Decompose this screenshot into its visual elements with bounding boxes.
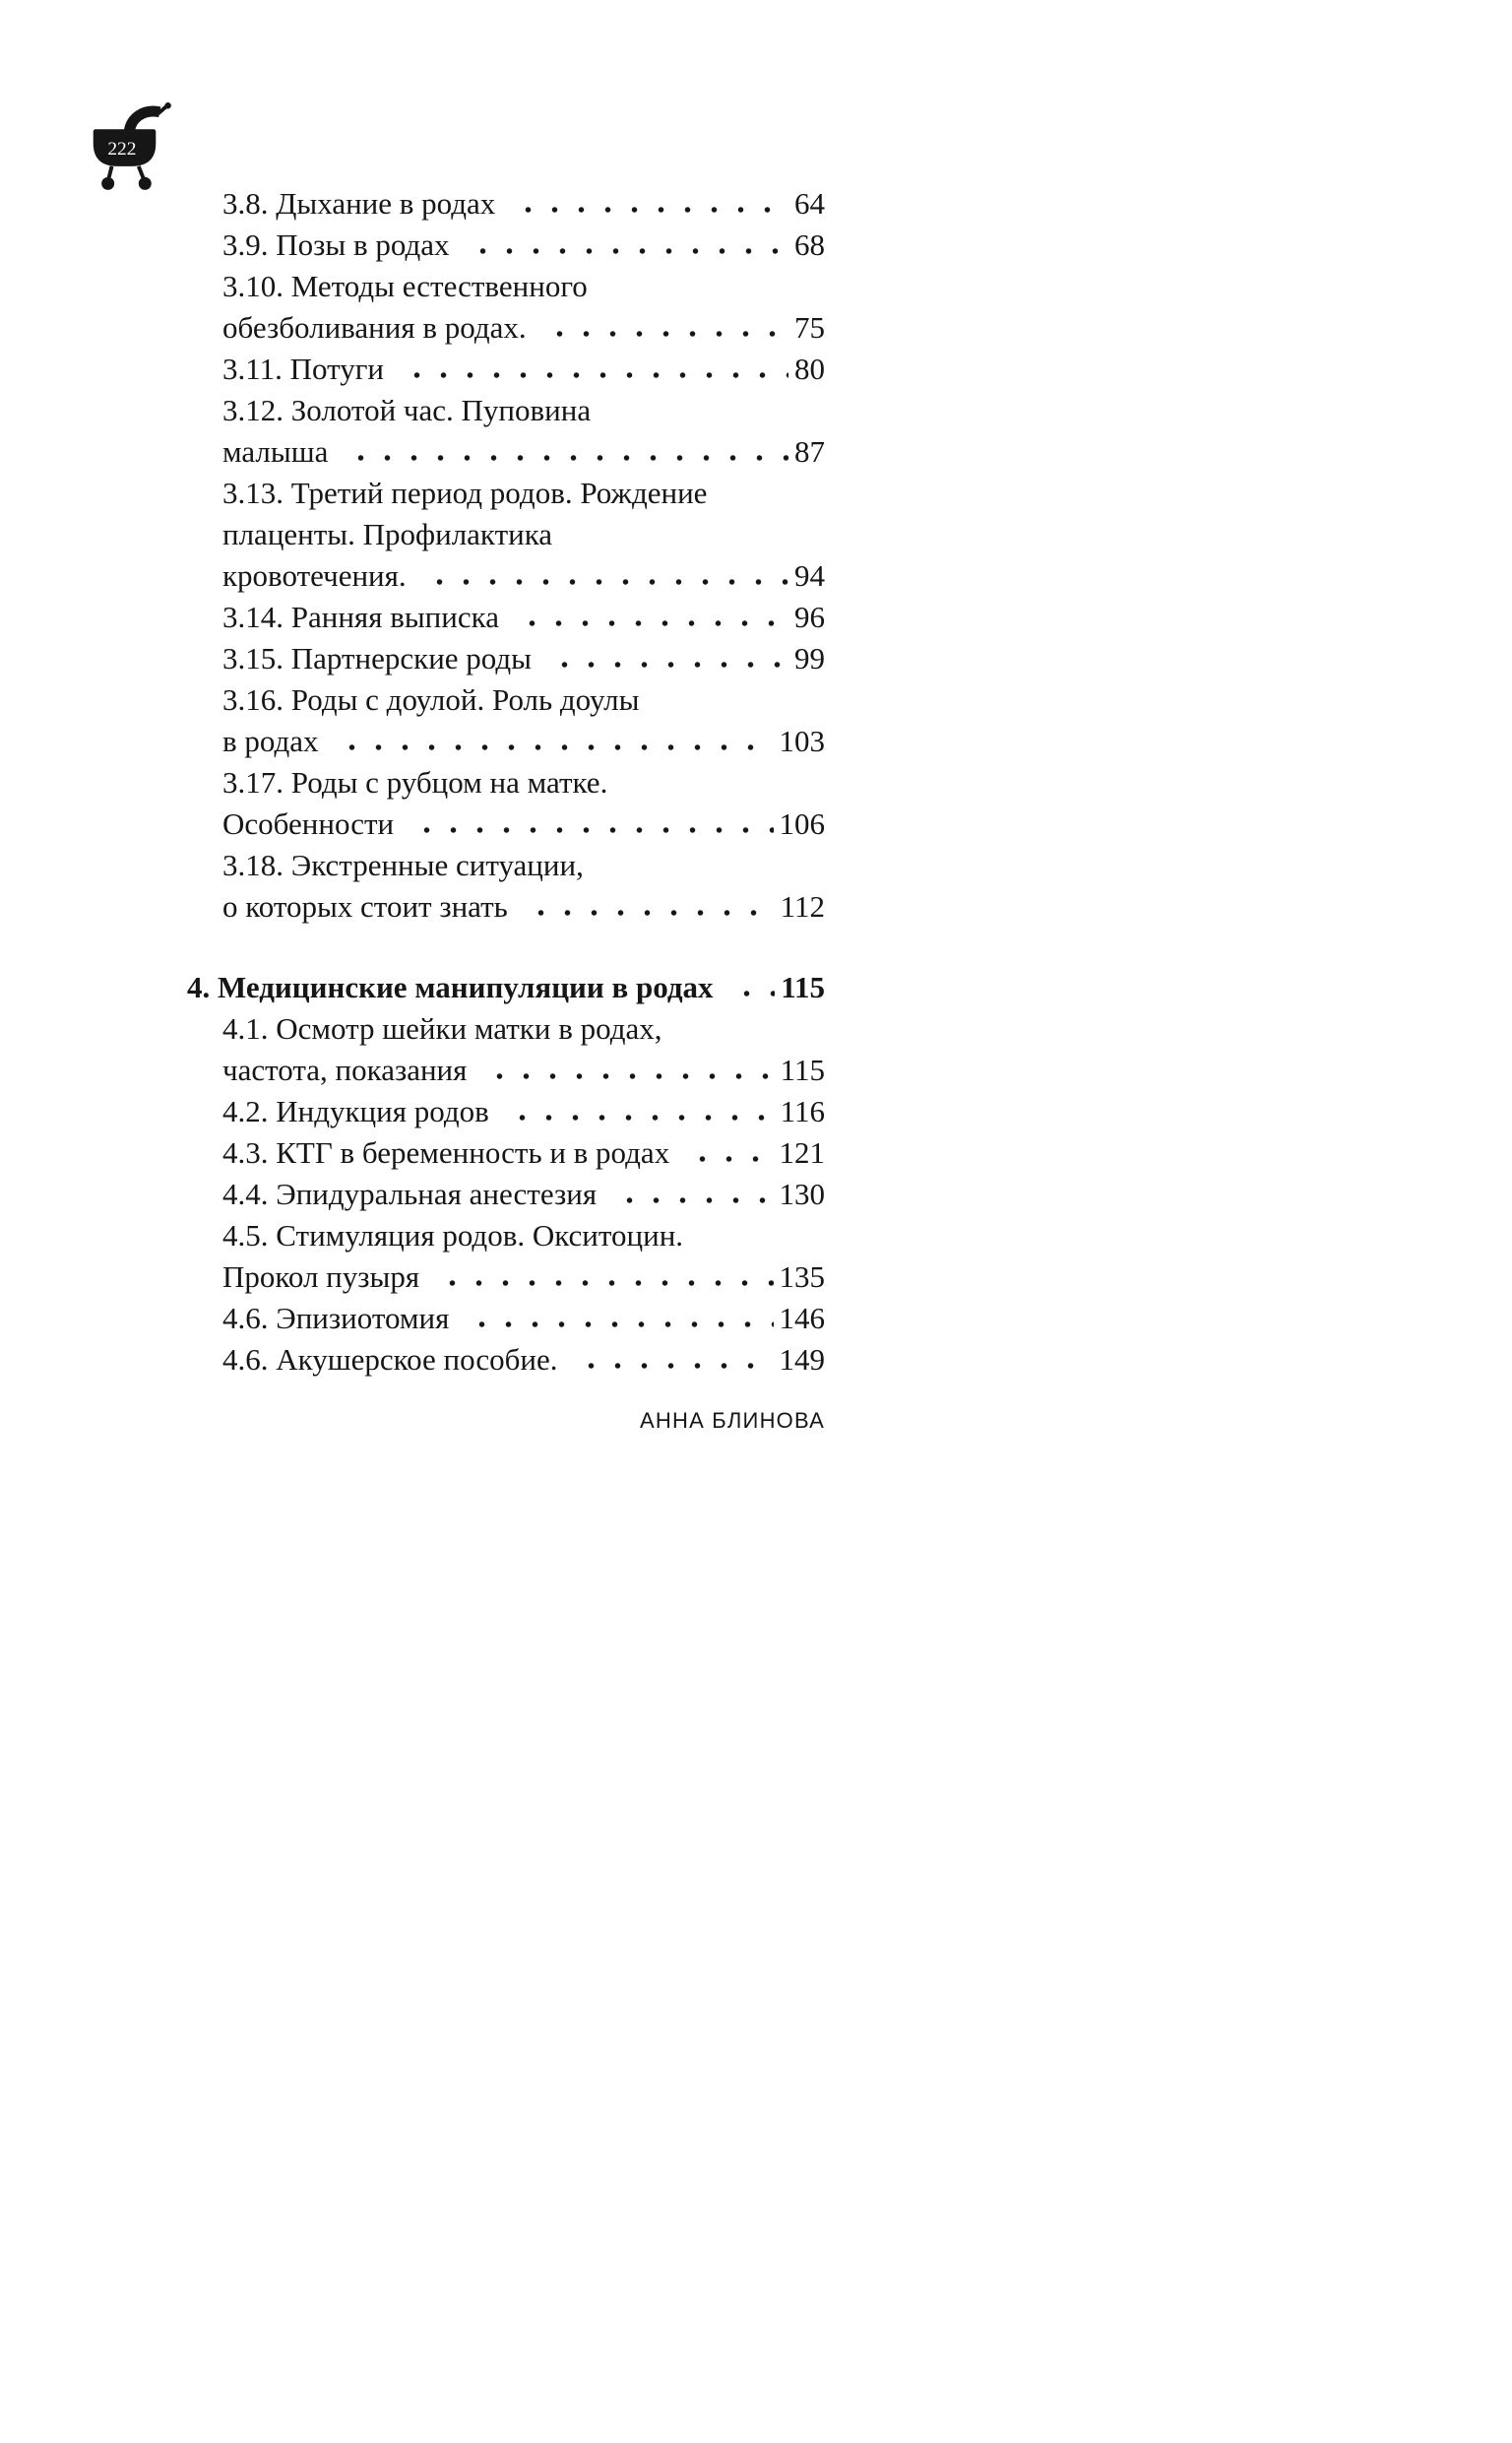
toc-line-with-page [222,804,825,845]
toc-entry-title: Прокол пузыря [222,1259,420,1294]
toc-entry-title: 3.12. Золотой час. Пуповина [222,393,592,427]
toc-line-with-page [222,1256,825,1298]
toc-entry-title: о которых стоит знать [222,889,508,924]
toc-entry-title: частота, показания [222,1053,468,1087]
toc-line-with-page [222,431,825,473]
dot-leader [340,452,788,462]
toc-entry [187,1008,825,1091]
dot-leader [681,1153,773,1163]
dot-leader [511,617,788,627]
toc-line-with-page [222,349,825,390]
toc-entry [187,473,825,597]
toc-entry [187,1215,825,1298]
toc-entry [187,679,825,762]
toc-entry [187,1174,825,1215]
dot-leader [538,328,788,338]
toc-page-number: 80 [794,352,825,386]
toc-entry-title: 3.18. Экстренные ситуации, [222,848,584,882]
toc-entry [187,266,825,349]
dot-leader [461,1318,773,1328]
dot-leader [396,369,788,379]
toc-entry-title: 3.11. Потуги [222,352,385,386]
stroller-icon [89,102,173,197]
toc-entry [187,1339,825,1381]
page-corner-badge [89,102,173,197]
toc-line [222,473,825,514]
toc-line-with-page [222,1091,825,1132]
toc-entry [187,845,825,928]
toc-entry-title: Особенности [222,806,395,841]
toc-line [222,1008,825,1050]
toc-entry [187,225,825,266]
toc-line [222,1215,825,1256]
toc-page-number: 115 [780,1053,825,1087]
toc-entry-title: 4.5. Стимуляция родов. Окситоцин. [222,1218,684,1253]
toc-entry-title: 4.4. Эпидуральная анестезия [222,1177,598,1211]
toc-entry [187,1298,825,1339]
dot-leader [507,204,788,214]
toc-page-number: 116 [780,1094,825,1128]
toc-line-with-page [222,555,825,597]
toc-entry-title: 4.1. Осмотр шейки матки в родах, [222,1011,662,1046]
stroller-handle-knob [164,102,170,108]
dot-leader [520,907,775,917]
toc-entry-title: 3.10. Методы естественного [222,269,588,303]
dot-leader [543,659,788,669]
toc-page-number: 149 [779,1342,825,1377]
toc-entry-title: 3.14. Ранняя выписка [222,600,499,634]
toc-line-with-page [222,225,825,266]
toc-line [222,679,825,721]
toc-entry [187,1132,825,1174]
toc-line-with-page [222,183,825,225]
toc-page-number: 99 [794,641,825,675]
toc-line-with-page [187,967,825,1008]
toc-page-number: 87 [794,434,825,469]
toc-page-number: 130 [779,1177,825,1211]
toc-line-with-page [222,307,825,349]
toc-line-with-page [222,597,825,638]
toc-page-number: 75 [794,310,825,345]
toc-entry [187,597,825,638]
table-of-contents [187,183,825,1381]
toc-page-number: 115 [781,970,825,1004]
toc-entry-title: малыша [222,434,329,469]
toc-entry-title: 4.6. Акушерское пособие. [222,1342,558,1377]
toc-line [222,762,825,804]
toc-line [222,390,825,431]
page-number: 222 [107,139,137,161]
author-footer: АННА БЛИНОВА [640,1408,825,1433]
toc-entry-title: 3.13. Третий период родов. Рождение [222,476,708,510]
toc-entry-title: в родах [222,724,319,758]
toc-line-with-page [222,886,825,928]
toc-page-number: 121 [779,1135,825,1170]
toc-entry-title: 3.17. Роды с рубцом на матке. [222,765,608,800]
dot-leader [501,1112,775,1122]
dot-leader [725,988,776,997]
toc-page-number: 94 [794,558,825,593]
toc-entry-title: обезболивания в родах. [222,310,527,345]
stroller-wheel-struts [108,166,144,179]
toc-entry [187,183,825,225]
toc-line-with-page [222,1339,825,1381]
toc-line-with-page [222,1132,825,1174]
toc-entry [187,390,825,473]
dot-leader [608,1194,773,1204]
toc-line [222,514,825,555]
dot-leader [331,741,774,751]
toc-page-number: 64 [794,186,825,221]
dot-leader [418,576,788,586]
dot-leader [462,245,789,255]
dot-leader [406,824,773,834]
stroller-wheel-right [139,177,152,190]
toc-entry-title: 4.6. Эпизиотомия [222,1301,450,1335]
toc-line-with-page [222,1174,825,1215]
toc-entry-title: 3.16. Роды с доулой. Роль доулы [222,682,640,717]
toc-page-number: 96 [794,600,825,634]
toc-line-with-page [222,1298,825,1339]
toc-entry-title: 3.9. Позы в родах [222,227,450,262]
toc-line [222,266,825,307]
toc-entry-title: 3.15. Партнерские роды [222,641,533,675]
stroller-wheel-left [101,177,114,190]
toc-entry-title: 4.3. КТГ в беременность и в родах [222,1135,670,1170]
toc-entry-title: кровотечения. [222,558,407,593]
toc-line-with-page [222,721,825,762]
toc-entry-title: 3.8. Дыхание в родах [222,186,496,221]
toc-page-number: 103 [779,724,825,758]
toc-line-with-page [222,1050,825,1091]
toc-entry-title: 4.2. Индукция родов [222,1094,489,1128]
content-column [187,183,825,1434]
toc-line-with-page [222,638,825,679]
toc-line [222,845,825,886]
toc-page-number: 106 [779,806,825,841]
toc-entry [187,967,825,1008]
toc-page-number: 135 [779,1259,825,1294]
toc-entry [187,1091,825,1132]
dot-leader [478,1070,774,1080]
toc-entry-title: 4. Медицинские манипуляции в родах [187,970,714,1004]
toc-page-number: 68 [794,227,825,262]
toc-page-number: 146 [779,1301,825,1335]
dot-leader [570,1360,774,1370]
dot-leader [431,1277,773,1287]
toc-entry [187,349,825,390]
toc-page-number: 112 [780,889,825,924]
toc-entry-title: плаценты. Профилактика [222,517,553,551]
toc-entry [187,638,825,679]
toc-entry [187,762,825,845]
